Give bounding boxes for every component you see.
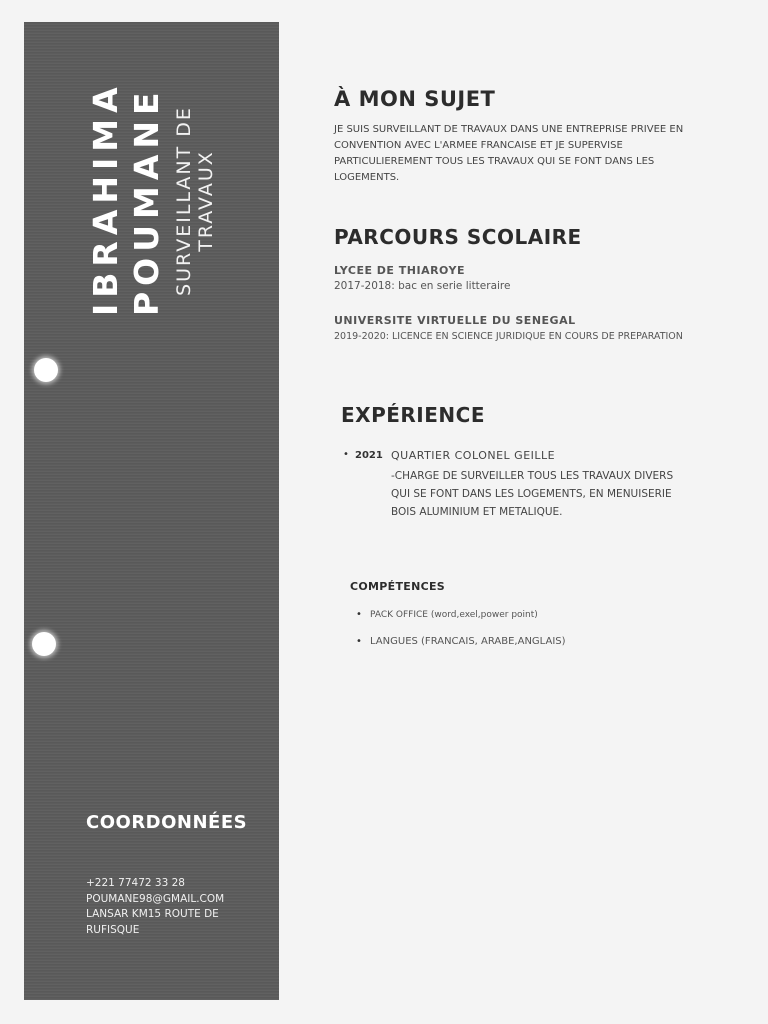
skill-item bbox=[356, 608, 716, 622]
skill-label: LANGUES (FRANCAIS, ARABE,ANGLAIS) bbox=[370, 636, 566, 647]
education-item bbox=[334, 264, 694, 294]
experience-place: QUARTIER COLONEL GEILLE bbox=[391, 449, 556, 462]
skills-title: COMPÉTENCES bbox=[350, 580, 445, 593]
job-title-line-2: TRAVAUX bbox=[195, 150, 217, 252]
bullet-icon: • bbox=[356, 609, 362, 620]
about-text: JE SUIS SURVEILLANT DE TRAVAUX DANS UNE ENTREPRISE PRIVEE EN CONVENTION AVEC L'ARMEE FRANCAISE ET JE SUPERVISE PARTICULIEREMENT TOUS LES TRAVAUX QUI SE FONT DANS LES LOGEMENTS. bbox=[334, 124, 684, 183]
job-title-line-1: SURVEILLANT DE bbox=[173, 106, 195, 296]
education-item bbox=[334, 314, 694, 344]
name-last: POUMANE bbox=[127, 86, 166, 316]
education-detail: 2019-2020: LICENCE EN SCIENCE JURIDIQUE EN COURS DE PREPARATION bbox=[334, 331, 683, 342]
education-school: LYCEE DE THIAROYE bbox=[334, 264, 465, 277]
contact-title: COORDONNÉES bbox=[86, 812, 248, 833]
contact-address-line-1: LANSAR KM15 ROUTE DE bbox=[86, 908, 219, 920]
contact-phone: +221 77472 33 28 bbox=[86, 877, 185, 889]
contact-address-line-2: RUFISQUE bbox=[86, 923, 140, 936]
bullet-icon: • bbox=[356, 636, 362, 647]
name-first: IBRAHIMA bbox=[86, 81, 125, 316]
contact-email: POUMANE98@GMAIL.COM bbox=[86, 892, 225, 905]
education-title: PARCOURS SCOLAIRE bbox=[334, 225, 582, 249]
skill-label: PACK OFFICE (word,exel,power point) bbox=[370, 610, 538, 620]
bullet-icon: • bbox=[343, 449, 349, 460]
skills-list bbox=[356, 608, 716, 649]
education-school: UNIVERSITE VIRTUELLE DU SENEGAL bbox=[334, 314, 576, 327]
experience-title: EXPÉRIENCE bbox=[341, 403, 485, 427]
about-title: À MON SUJET bbox=[334, 87, 496, 111]
skill-item bbox=[356, 635, 716, 649]
education-detail: 2017-2018: bac en serie litteraire bbox=[334, 280, 511, 292]
experience-year: 2021 bbox=[355, 450, 383, 461]
experience-description: -CHARGE DE SURVEILLER TOUS LES TRAVAUX DIVERS QUI SE FONT DANS LES LOGEMENTS, EN MENUISERIE BOIS ALUMINIUM ET METALIQUE. bbox=[391, 470, 674, 518]
